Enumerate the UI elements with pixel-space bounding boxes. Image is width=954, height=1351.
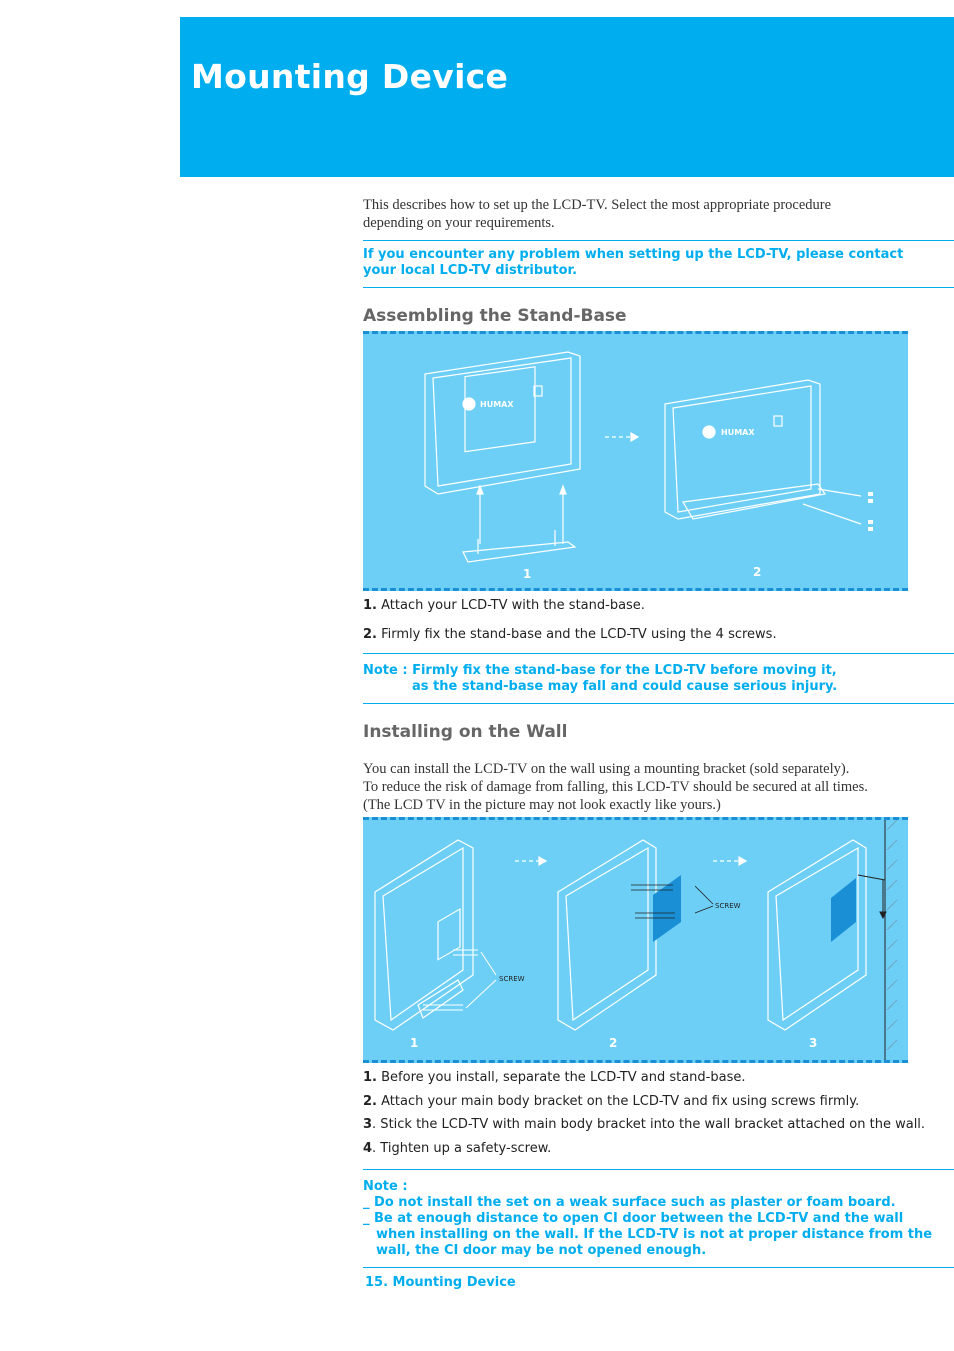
step-number: 4 <box>363 1141 373 1156</box>
screw-label: SCREW <box>499 975 525 983</box>
header-band <box>180 17 954 177</box>
screw-label: SCREW <box>715 902 741 910</box>
tv-with-bracket-illustration <box>558 840 656 1030</box>
wall-note-line: _ Do not install the set on a weak surface such as plaster or foam board. <box>363 1195 896 1210</box>
step-number: 2. <box>363 627 377 642</box>
stand-base-illustration <box>363 334 908 588</box>
divider <box>363 1267 954 1268</box>
step-number: 2. <box>363 1094 377 1109</box>
stand-note-line: as the stand-base may fall and could cause serious injury. <box>412 679 838 694</box>
brand-label: HUMAX <box>721 428 755 437</box>
figure-step-number: 2 <box>609 1036 618 1050</box>
step-number: 1. <box>363 1070 377 1085</box>
intro-line: depending on your requirements. <box>363 215 555 231</box>
stand-base-figure <box>363 331 908 591</box>
intro-line: This describes how to set up the LCD-TV. Select the most appropriate procedure <box>363 197 832 213</box>
step-text: Attach your main body bracket on the LCD-TV and fix using screws firmly. <box>376 1094 860 1109</box>
divider <box>363 703 954 704</box>
wall-intro-line: (The LCD TV in the picture may not look exactly like yours.) <box>363 797 721 813</box>
wall-intro-text <box>363 760 954 814</box>
step-number: 1. <box>363 598 377 613</box>
stand-section-heading: Assembling the Stand-Base <box>363 306 627 326</box>
step-text: . Tighten up a safety-screw. <box>372 1141 552 1156</box>
stand-step-1 <box>363 598 645 613</box>
wall-step-4 <box>363 1141 551 1156</box>
figure-step-number: 1 <box>523 567 532 581</box>
divider <box>363 287 954 288</box>
wall-mount-figure <box>363 817 908 1063</box>
stand-step-2 <box>363 627 777 642</box>
body-bracket <box>831 878 856 942</box>
tv-back-illustration <box>375 840 473 1030</box>
page-title: Mounting Device <box>191 57 509 96</box>
wall-step-2 <box>363 1094 859 1109</box>
screw-icons <box>868 492 873 531</box>
wall-illustration <box>858 820 886 1060</box>
wall-step-1 <box>363 1070 745 1085</box>
wall-intro-line: You can install the LCD-TV on the wall using a mounting bracket (sold separately). <box>363 761 850 777</box>
figure-step-number: 2 <box>753 565 762 579</box>
brand-label: HUMAX <box>480 400 514 409</box>
step-text: Firmly fix the stand-base and the LCD-TV using the 4 screws. <box>376 627 777 642</box>
tv-with-stand-illustration <box>665 380 861 524</box>
contact-notice-line: If you encounter any problem when setting up the LCD-TV, please contact <box>363 247 904 262</box>
divider <box>363 653 954 654</box>
page-footer: 15. Mounting Device <box>365 1275 516 1290</box>
divider <box>363 1169 954 1170</box>
contact-notice-line: your local LCD-TV distributor. <box>363 263 578 278</box>
tv-rear-illustration <box>425 352 580 494</box>
step-text: . Stick the LCD-TV with main body bracket into the wall bracket attached on the wall. <box>372 1117 926 1132</box>
intro-text <box>363 196 954 232</box>
step-text: Attach your LCD-TV with the stand-base. <box>376 598 645 613</box>
wall-note-line: wall, the CI door may be not opened enough. <box>376 1243 707 1258</box>
figure-step-number: 1 <box>410 1036 419 1050</box>
step-number: 3 <box>363 1117 373 1132</box>
next-step-arrow <box>605 433 638 441</box>
tv-on-wall-illustration <box>768 840 866 1030</box>
wall-step-3 <box>363 1117 925 1132</box>
step-text: Before you install, separate the LCD-TV and stand-base. <box>376 1070 746 1085</box>
wall-section-heading: Installing on the Wall <box>363 722 568 742</box>
divider <box>363 240 954 241</box>
contact-notice <box>363 247 954 279</box>
wall-note-line: when installing on the wall. If the LCD-TV is not at proper distance from the <box>376 1227 933 1242</box>
wall-mount-illustration <box>363 820 908 1060</box>
stand-note-line: Note : Firmly fix the stand-base for the LCD-TV before moving it, <box>363 663 837 678</box>
wall-note-title: Note : <box>363 1179 408 1194</box>
wall-intro-line: To reduce the risk of damage from falling, this LCD-TV should be secured at all times. <box>363 779 868 795</box>
wall-note-line: _ Be at enough distance to open CI door between the LCD-TV and the wall <box>363 1211 904 1226</box>
figure-step-number: 3 <box>809 1036 818 1050</box>
